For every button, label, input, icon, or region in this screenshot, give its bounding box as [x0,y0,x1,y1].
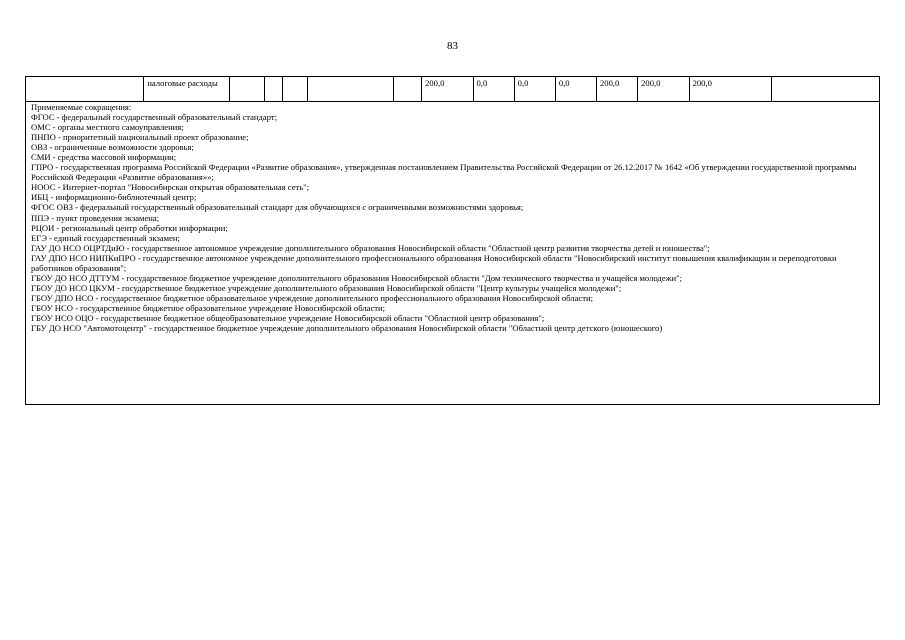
table-cell: 0,0 [514,77,555,102]
note-item: ФГОС - федеральный государственный образовательный стандарт; [31,112,278,123]
note-item: ИБЦ - информационно-библиотечный центр; [31,192,197,203]
table-cell [307,77,393,102]
note-item: ГАУ ДО НСО ОЦРТДиЮ - государственное автономное учреждение дополнительного образования Новосибирской области "Областной центр развития творчества детей и юношества"; [31,242,710,253]
note-item: ГПРО - государственная программа Российской Федерации «Развитие образования», утвержденная постановлением Правительства Российской Федерации от 26.12.2017 № 1642 «Об утверждении государственной программы Российской Федерации «Развитие образования»»; [31,162,859,183]
table-cell: 200,0 [638,77,689,102]
page-number: 83 [447,40,458,52]
notes-title: Применяемые сокращения: [31,102,132,112]
table-cell: 0,0 [473,77,514,102]
note-item: ГБОУ НСО - государственное бюджетное образовательное учреждение Новосибирской области; [31,302,386,313]
table-cell-label: налоговые расходы [144,77,229,102]
table-cell [229,77,264,102]
note-item: ГБУ ДО НСО "Автомотоцентр" - государственное бюджетное учреждение дополнительного образования Новосибирской области "Областной центр детского (юношеского) [31,323,663,334]
table-row [26,77,880,102]
note-item: ППЭ - пункт проведения экзамена; [31,212,160,223]
table-cell-empty [26,77,144,102]
note-item: ГБОУ ДО НСО ЦКУМ - государственное бюджетное учреждение дополнительного образования Новосибирской области "Центр культуры учащейся молодежи"; [31,282,622,293]
note-item: РЦОИ - региональный центр обработки информации; [31,222,228,233]
note-item: СМИ - средства массовой информации; [31,152,177,163]
table-cell: 200,0 [689,77,771,102]
table-cell: 200,0 [422,77,473,102]
note-item: ГАУ ДПО НСО НИПКиПРО - государственное автономное учреждение дополнительного профессионального образования Новосибирской области "Новосибирский институт повышения квалификации и переподготовки работников образования"; [31,252,839,273]
note-item: ГБОУ ДО НСО ДТТУМ - государственное бюджетное учреждение дополнительного образования Новосибирской области "Дом технического творчества и учащейся молодежи"; [31,272,683,283]
note-item: ГБОУ НСО ОЦО - государственное бюджетное общеобразовательное учреждение Новосибирской области "Областной центр образования"; [31,312,545,323]
note-item: ПНПО - приоритетный национальный проект образование; [31,132,249,143]
table-cell [264,77,283,102]
note-item: НООС - Интернет-портал "Новосибирская открытая образовательная сеть"; [31,182,310,193]
note-item: ФГОС ОВЗ - федеральный государственный образовательный стандарт для обучающихся с ограниченными возможностями здоровья; [31,202,524,213]
abbreviations-notes [25,101,880,405]
table-cell [394,77,422,102]
note-item: ГБОУ ДПО НСО - государственное бюджетное образовательное учреждение дополнительного профессионального образования Новосибирской области; [31,292,593,303]
table-cell [283,77,308,102]
budget-table [25,76,880,102]
table-cell: 0,0 [555,77,596,102]
note-item: ОВЗ - ограниченные возможности здоровья; [31,142,194,153]
note-item: ОМС - органы местного самоуправления; [31,122,184,133]
table-cell [771,77,879,102]
note-item: ЕГЭ - единый государственный экзамен; [31,232,180,243]
table-cell: 200,0 [596,77,637,102]
